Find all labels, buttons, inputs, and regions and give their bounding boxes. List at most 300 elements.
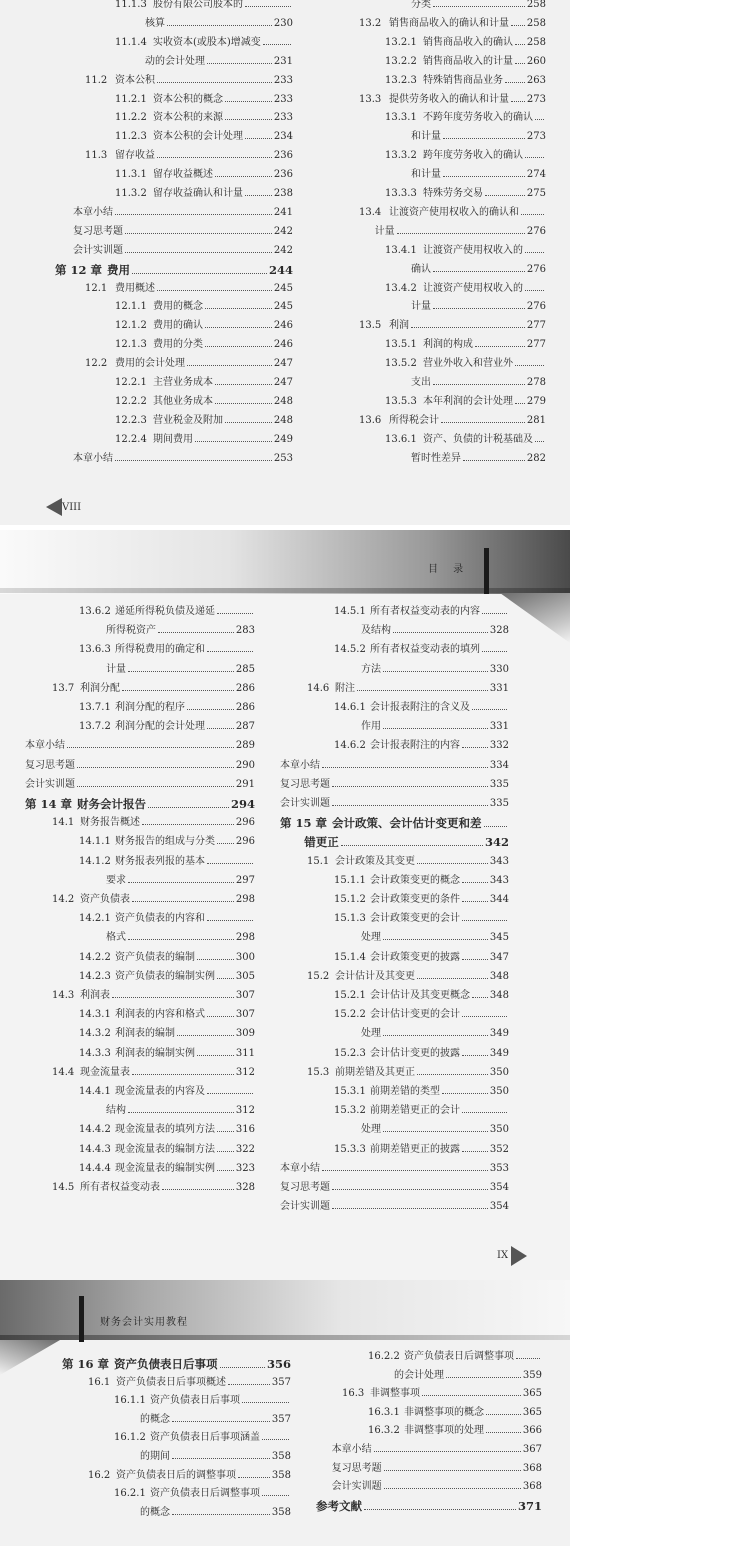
toc-entry bbox=[333, 263, 546, 277]
toc-entry-title: 本章小结 bbox=[25, 740, 65, 752]
toc-page-number: 258 bbox=[526, 36, 546, 48]
dot-leader bbox=[172, 1421, 270, 1422]
toc-entry-title: 利润分配的程序 bbox=[115, 702, 185, 713]
toc-section-number: 14.1.1 bbox=[79, 836, 111, 848]
dot-leader bbox=[433, 384, 525, 385]
toc-section-number: 13.5.2 bbox=[385, 358, 417, 370]
dot-leader bbox=[157, 82, 272, 83]
toc-entry bbox=[280, 778, 509, 792]
toc-entry-title: 让渡资产使用权收入的确认和 bbox=[389, 206, 519, 218]
toc-entry bbox=[55, 395, 293, 409]
dot-leader bbox=[132, 1074, 234, 1075]
toc-entry-title: 现金流量表 bbox=[80, 1066, 130, 1078]
toc-page-number: 242 bbox=[273, 225, 293, 237]
toc-entry-title: 会计政策、会计估计变更和差 bbox=[332, 816, 482, 831]
next-page-arrow-icon bbox=[511, 1246, 527, 1266]
toc-entry-title: 会计估计及其变更概念 bbox=[370, 990, 470, 1001]
toc-section-number: 15.3.3 bbox=[334, 1143, 366, 1155]
toc-page-number: 354 bbox=[489, 1201, 509, 1213]
dot-leader bbox=[515, 403, 525, 404]
toc-section-number: 11.1.3 bbox=[115, 0, 147, 10]
toc-entry-title: 让渡资产使用权收入的 bbox=[423, 244, 523, 256]
toc-page-number: 249 bbox=[273, 433, 293, 445]
toc-section-number: 13.6.1 bbox=[385, 433, 417, 445]
toc-entry-title: 营业外收入和营业外 bbox=[423, 358, 513, 370]
toc-entry bbox=[333, 130, 546, 144]
toc-entry-title: 资产负债表日后事项 bbox=[114, 1357, 218, 1371]
toc-section-number: 16.3 bbox=[342, 1388, 365, 1400]
toc-entry-title: 会计实训题 bbox=[73, 244, 123, 256]
dot-leader bbox=[245, 138, 272, 139]
toc-page-number: 365 bbox=[522, 1388, 542, 1400]
toc-section-number: 13.4.2 bbox=[385, 282, 417, 294]
toc-entry-title: 让渡资产使用权收入的 bbox=[423, 282, 523, 294]
toc-page-number: 258 bbox=[526, 17, 546, 29]
toc-entry bbox=[280, 663, 509, 677]
dot-leader bbox=[383, 728, 488, 729]
toc-entry bbox=[280, 931, 509, 945]
dot-leader bbox=[220, 1367, 265, 1368]
dot-leader bbox=[207, 651, 253, 652]
toc-section-number: 13.2.2 bbox=[385, 55, 417, 67]
dot-leader bbox=[515, 44, 525, 45]
toc-chapter-entry bbox=[280, 816, 509, 830]
toc-entry-title: 及结构 bbox=[361, 625, 391, 637]
toc-section-number: 13.2.3 bbox=[385, 74, 417, 86]
toc-entry bbox=[333, 17, 546, 31]
toc-right-column bbox=[316, 1350, 542, 1530]
toc-entry bbox=[55, 168, 293, 182]
toc-entry bbox=[62, 1469, 291, 1483]
toc-entry bbox=[333, 414, 546, 428]
toc-entry-title: 前期差错的类型 bbox=[370, 1086, 440, 1097]
toc-entry-title: 前期差错更正的会计 bbox=[370, 1105, 460, 1117]
toc-entry-title: 方法 bbox=[361, 663, 381, 675]
toc-section-number: 13.7 bbox=[52, 682, 75, 694]
toc-page-number: 273 bbox=[526, 93, 546, 105]
toc-entry bbox=[25, 1162, 255, 1176]
toc-entry-title: 处理 bbox=[361, 1124, 381, 1136]
dot-leader bbox=[463, 460, 525, 461]
toc-entry bbox=[333, 149, 546, 163]
toc-page-number: 312 bbox=[235, 1105, 255, 1117]
dot-leader bbox=[157, 290, 272, 291]
toc-page-number: 286 bbox=[235, 682, 255, 694]
dot-leader bbox=[205, 346, 272, 347]
toc-page-number: 296 bbox=[235, 817, 255, 829]
toc-page-number: 273 bbox=[526, 131, 546, 143]
toc-page-number: 332 bbox=[489, 740, 509, 752]
toc-chapter-entry bbox=[62, 1357, 291, 1371]
toc-entry bbox=[25, 1123, 255, 1137]
toc-entry-title: 特殊劳务交易 bbox=[423, 188, 483, 199]
toc-page-number: 277 bbox=[526, 339, 546, 351]
toc-entry bbox=[55, 206, 293, 220]
toc-entry-title: 会计政策变更的会计 bbox=[370, 913, 460, 925]
toc-entry-title: 的概念 bbox=[140, 1413, 170, 1425]
toc-section-number: 11.3.1 bbox=[115, 169, 147, 181]
toc-entry-title: 和计量 bbox=[411, 131, 441, 143]
toc-entry bbox=[333, 319, 546, 333]
toc-section-number: 12.1.3 bbox=[115, 339, 147, 351]
dot-leader bbox=[433, 6, 525, 7]
toc-entry-title: 留存收益 bbox=[115, 150, 155, 162]
toc-entry-title: 利润表的内容和格式 bbox=[115, 1009, 205, 1021]
toc-entry bbox=[333, 357, 546, 371]
dot-leader bbox=[511, 101, 525, 102]
toc-entry-title: 递延所得税负债及递延 bbox=[115, 606, 215, 617]
toc-page-number: 312 bbox=[235, 1066, 255, 1078]
toc-section-number: 14.2 bbox=[52, 894, 75, 905]
toc-section-number: 15.1 bbox=[307, 855, 330, 867]
toc-entry-title: 资本公积的会计处理 bbox=[153, 131, 243, 143]
toc-page-number: 242 bbox=[273, 244, 293, 256]
toc-page-number: 291 bbox=[235, 778, 255, 790]
toc-entry bbox=[280, 701, 509, 715]
toc-entry-title: 资产负债表的内容和 bbox=[115, 913, 205, 925]
toc-entry-title: 本章小结 bbox=[73, 206, 113, 218]
toc-entry bbox=[280, 605, 509, 619]
toc-entry bbox=[25, 1085, 255, 1099]
dot-leader bbox=[158, 632, 234, 633]
toc-entry bbox=[62, 1450, 291, 1464]
toc-entry bbox=[280, 1085, 509, 1099]
toc-entry bbox=[280, 624, 509, 638]
toc-entry-title: 提供劳务收入的确认和计量 bbox=[389, 93, 509, 105]
toc-chapter-entry bbox=[25, 797, 255, 811]
dot-leader bbox=[417, 978, 488, 979]
toc-entry bbox=[280, 1123, 509, 1137]
toc-section-number: 第 12 章 bbox=[55, 262, 103, 277]
toc-entry-title: 资产负债表日后事项概述 bbox=[116, 1376, 226, 1388]
toc-entry bbox=[55, 452, 293, 466]
dot-leader bbox=[187, 365, 272, 366]
dot-leader bbox=[172, 1514, 270, 1515]
toc-page-number: 334 bbox=[489, 759, 509, 771]
dot-leader bbox=[322, 767, 488, 768]
toc-page-number: 354 bbox=[489, 1182, 509, 1193]
toc-entry bbox=[333, 225, 546, 239]
toc-entry bbox=[55, 300, 293, 314]
dot-leader bbox=[172, 1458, 270, 1459]
toc-page-number: 328 bbox=[235, 1182, 255, 1193]
toc-section-number: 11.2 bbox=[85, 74, 108, 86]
toc-entry-title: 会计政策变更的披露 bbox=[370, 951, 460, 963]
toc-section-number: 13.7.1 bbox=[79, 702, 111, 713]
dot-leader bbox=[535, 119, 544, 120]
toc-entry bbox=[25, 720, 255, 734]
toc-section-number: 15.1.4 bbox=[334, 951, 366, 963]
dot-leader bbox=[215, 384, 272, 385]
toc-entry-title: 支出 bbox=[411, 377, 431, 388]
toc-section-number: 14.3.1 bbox=[79, 1009, 111, 1021]
toc-page-number: 258 bbox=[526, 0, 546, 10]
toc-entry-title: 会计政策变更的概念 bbox=[370, 874, 460, 886]
toc-page-number: 358 bbox=[271, 1469, 291, 1481]
toc-section-number: 13.5 bbox=[359, 320, 382, 332]
toc-section-number: 16.2 bbox=[88, 1469, 111, 1481]
toc-entry-title: 复习思考题 bbox=[280, 1182, 330, 1193]
toc-entry-title: 会计实训题 bbox=[331, 1481, 382, 1493]
toc-section-number: 15.2 bbox=[307, 970, 330, 982]
dot-leader bbox=[462, 1112, 507, 1113]
toc-page-number: 347 bbox=[489, 951, 509, 963]
dot-leader bbox=[125, 233, 272, 234]
toc-entry bbox=[333, 0, 546, 12]
toc-entry-title: 前期差错更正的披露 bbox=[370, 1143, 460, 1155]
toc-section-number: 13.7.2 bbox=[79, 721, 111, 733]
toc-page-number: 294 bbox=[230, 797, 255, 811]
dot-leader bbox=[245, 6, 291, 7]
toc-section-number: 12.1.1 bbox=[115, 301, 147, 313]
toc-section-number: 13.3.3 bbox=[385, 188, 417, 199]
toc-entry bbox=[62, 1506, 291, 1520]
toc-entry-title: 费用的确认 bbox=[153, 320, 203, 332]
toc-section-number: 14.5.2 bbox=[334, 644, 366, 656]
toc-entry bbox=[25, 855, 255, 869]
dot-leader bbox=[207, 728, 234, 729]
toc-entry-title: 留存收益确认和计量 bbox=[153, 188, 243, 199]
toc-section-number: 12.2.3 bbox=[115, 414, 147, 426]
dot-leader bbox=[383, 1035, 488, 1036]
toc-entry-title: 会计实训题 bbox=[280, 798, 330, 809]
dot-leader bbox=[332, 805, 488, 806]
toc-section-number: 15.3.1 bbox=[334, 1086, 366, 1097]
toc-entry bbox=[333, 36, 546, 50]
toc-page-number: 331 bbox=[489, 682, 509, 694]
toc-page-number: 296 bbox=[235, 836, 255, 848]
dot-leader bbox=[515, 365, 544, 366]
toc-section-number: 15.3 bbox=[307, 1066, 330, 1078]
toc-entry-title: 利润分配的会计处理 bbox=[115, 721, 205, 733]
toc-page-number: 289 bbox=[235, 740, 255, 752]
dot-leader bbox=[128, 671, 234, 672]
toc-entry bbox=[316, 1369, 542, 1383]
toc-chapter-entry bbox=[55, 263, 293, 277]
dot-leader bbox=[148, 807, 229, 808]
toc-section-number: 14.6.1 bbox=[334, 702, 366, 713]
dot-leader bbox=[443, 176, 525, 177]
toc-page-number: 248 bbox=[273, 414, 293, 426]
toc-entry bbox=[25, 1143, 255, 1157]
page-number: IX bbox=[497, 1250, 509, 1261]
dot-leader bbox=[245, 195, 272, 196]
toc-page-number: 285 bbox=[235, 663, 255, 675]
toc-section-number: 12.2 bbox=[85, 358, 108, 370]
toc-page-number: 349 bbox=[489, 1047, 509, 1059]
toc-entry-title: 资产负债表日后的调整事项 bbox=[116, 1469, 236, 1481]
toc-section-number: 12.2.4 bbox=[115, 433, 147, 445]
toc-entry-title: 会计政策变更的条件 bbox=[370, 894, 460, 905]
dot-leader bbox=[262, 1439, 289, 1440]
toc-entry bbox=[333, 74, 546, 88]
header-rule bbox=[0, 1335, 570, 1340]
toc-entry bbox=[280, 1104, 509, 1118]
toc-entry bbox=[316, 1443, 542, 1457]
toc-page-number: 246 bbox=[273, 339, 293, 351]
toc-entry-title: 特殊销售商品业务 bbox=[423, 74, 503, 86]
header-bar bbox=[484, 548, 489, 594]
toc-entry bbox=[55, 93, 293, 107]
toc-entry bbox=[25, 835, 255, 849]
toc-section-number: 16.2.1 bbox=[114, 1488, 146, 1500]
toc-section-number: 16.3.1 bbox=[368, 1406, 400, 1418]
toc-entry bbox=[55, 17, 293, 31]
toc-entry-title: 跨年度劳务收入的确认 bbox=[423, 150, 523, 162]
toc-page-number: 274 bbox=[526, 169, 546, 181]
toc-entry bbox=[316, 1406, 542, 1420]
toc-entry-title: 确认 bbox=[411, 263, 431, 275]
toc-entry-title: 所有者权益变动表 bbox=[80, 1182, 160, 1193]
toc-page-number: 367 bbox=[522, 1444, 542, 1455]
toc-entry-title: 的会计处理 bbox=[394, 1369, 444, 1381]
dot-leader bbox=[207, 920, 253, 921]
toc-section-number: 15.2.2 bbox=[334, 1009, 366, 1021]
toc-page-number: 298 bbox=[235, 932, 255, 944]
toc-page-number: 245 bbox=[273, 301, 293, 313]
toc-page-number: 290 bbox=[235, 759, 255, 771]
toc-page-number: 277 bbox=[526, 320, 546, 332]
toc-page-ix bbox=[0, 530, 570, 1280]
dot-leader bbox=[215, 403, 272, 404]
dot-leader bbox=[462, 882, 488, 883]
dot-leader bbox=[374, 1451, 521, 1452]
toc-page-number: 238 bbox=[273, 188, 293, 199]
toc-entry bbox=[25, 682, 255, 696]
toc-entry bbox=[55, 187, 293, 201]
toc-page-number: 234 bbox=[273, 131, 293, 143]
toc-page-number: 279 bbox=[526, 395, 546, 407]
toc-entry-title: 会计报表附注的内容 bbox=[370, 740, 460, 752]
toc-entry-title: 利润的构成 bbox=[423, 339, 473, 351]
toc-page-number: 328 bbox=[489, 625, 509, 637]
toc-entry bbox=[55, 149, 293, 163]
toc-page-number: 300 bbox=[235, 951, 255, 963]
dot-leader bbox=[525, 157, 544, 158]
toc-entry-title: 计量 bbox=[411, 301, 431, 313]
toc-entry bbox=[333, 433, 546, 447]
toc-page-number: 282 bbox=[526, 452, 546, 464]
toc-entry-title: 复习思考题 bbox=[73, 225, 123, 237]
toc-entry-title: 分类 bbox=[411, 0, 431, 10]
toc-entry-title: 财务报告的组成与分类 bbox=[115, 836, 215, 848]
toc-section-number: 14.4.2 bbox=[79, 1124, 111, 1136]
toc-left-column bbox=[62, 1357, 291, 1537]
toc-section-number: 13.3.2 bbox=[385, 150, 417, 162]
toc-page-number: 356 bbox=[266, 1357, 291, 1371]
dot-leader bbox=[364, 1509, 516, 1510]
toc-page-number: 350 bbox=[489, 1086, 509, 1097]
toc-entry-title: 利润 bbox=[389, 320, 409, 332]
toc-entry-title: 资产负债表 bbox=[80, 894, 130, 905]
toc-entry bbox=[316, 1350, 542, 1364]
toc-page-number: 345 bbox=[489, 932, 509, 944]
toc-entry-title: 资产负债表的编制实例 bbox=[115, 970, 215, 982]
toc-section-number: 14.6.2 bbox=[334, 740, 366, 752]
toc-entry bbox=[333, 376, 546, 390]
dot-leader bbox=[77, 786, 234, 787]
toc-entry bbox=[280, 855, 509, 869]
toc-section-number: 14.3 bbox=[52, 990, 75, 1001]
toc-section-number: 12.2.2 bbox=[115, 395, 147, 407]
toc-entry bbox=[280, 1047, 509, 1061]
dot-leader bbox=[197, 959, 234, 960]
dot-leader bbox=[217, 1170, 234, 1171]
toc-entry-title: 前期差错及其更正 bbox=[335, 1066, 415, 1078]
dot-leader bbox=[167, 25, 272, 26]
toc-page-number: 330 bbox=[489, 663, 509, 675]
toc-entry bbox=[333, 244, 546, 258]
toc-entry-title: 本章小结 bbox=[280, 759, 320, 771]
toc-entry-title: 费用的概念 bbox=[153, 301, 203, 313]
toc-page-number: 343 bbox=[489, 874, 509, 886]
dot-leader bbox=[122, 690, 234, 691]
toc-entry-title: 实收资本(或股本)增减变 bbox=[153, 36, 261, 48]
toc-page-number: 358 bbox=[271, 1506, 291, 1518]
toc-entry bbox=[55, 282, 293, 296]
dot-leader bbox=[225, 119, 272, 120]
toc-entry bbox=[333, 55, 546, 69]
toc-entry bbox=[62, 1487, 291, 1501]
toc-section-number: 15.3.2 bbox=[334, 1105, 366, 1117]
header-bar bbox=[79, 1296, 84, 1342]
toc-section-number: 16.1 bbox=[88, 1376, 111, 1388]
toc-entry bbox=[25, 778, 255, 792]
toc-section-number: 14.4.1 bbox=[79, 1086, 111, 1097]
dot-leader bbox=[482, 651, 507, 652]
toc-entry-title: 非调整事项 bbox=[370, 1388, 420, 1400]
toc-entry-title: 费用的会计处理 bbox=[115, 358, 185, 370]
toc-entry bbox=[333, 206, 546, 220]
toc-page-number: 233 bbox=[273, 112, 293, 124]
toc-page-number: 276 bbox=[526, 263, 546, 275]
dot-leader bbox=[341, 845, 483, 846]
toc-entry-title: 会计政策及其变更 bbox=[335, 855, 415, 867]
toc-page-number: 322 bbox=[235, 1143, 255, 1155]
dot-leader bbox=[441, 422, 525, 423]
toc-section-number: 13.4.1 bbox=[385, 244, 417, 256]
toc-entry bbox=[25, 759, 255, 773]
toc-entry-title: 财务报告概述 bbox=[80, 817, 140, 829]
dot-leader bbox=[484, 826, 508, 827]
toc-entry bbox=[25, 970, 255, 984]
dot-leader bbox=[207, 1016, 234, 1017]
toc-entry bbox=[280, 720, 509, 734]
dot-leader bbox=[262, 1495, 289, 1496]
toc-entry bbox=[25, 1181, 255, 1195]
toc-entry-title: 留存收益概述 bbox=[153, 169, 213, 181]
dot-leader bbox=[217, 1131, 234, 1132]
toc-page-number: 253 bbox=[273, 452, 293, 464]
toc-page-number: 260 bbox=[526, 55, 546, 67]
toc-entry-title: 资产负债表日后调整事项 bbox=[404, 1351, 514, 1362]
toc-section-number: 14.2.1 bbox=[79, 913, 111, 925]
toc-entry-title: 销售商品收入的确认 bbox=[423, 36, 513, 48]
toc-entry bbox=[333, 168, 546, 182]
toc-entry bbox=[62, 1394, 291, 1408]
toc-page-number: 276 bbox=[526, 225, 546, 237]
toc-entry-title: 的概念 bbox=[140, 1506, 170, 1518]
toc-entry-title: 和计量 bbox=[411, 169, 441, 181]
dot-leader bbox=[225, 422, 272, 423]
toc-entry-title: 附注 bbox=[335, 682, 355, 694]
toc-entry-title: 现金流量表的填列方法 bbox=[115, 1124, 215, 1136]
header-band bbox=[0, 1280, 570, 1340]
dot-leader bbox=[417, 1074, 488, 1075]
toc-section-number: 13.3 bbox=[359, 93, 382, 105]
toc-entry-title: 本章小结 bbox=[331, 1444, 372, 1455]
toc-section-number: 16.2.2 bbox=[368, 1351, 400, 1362]
